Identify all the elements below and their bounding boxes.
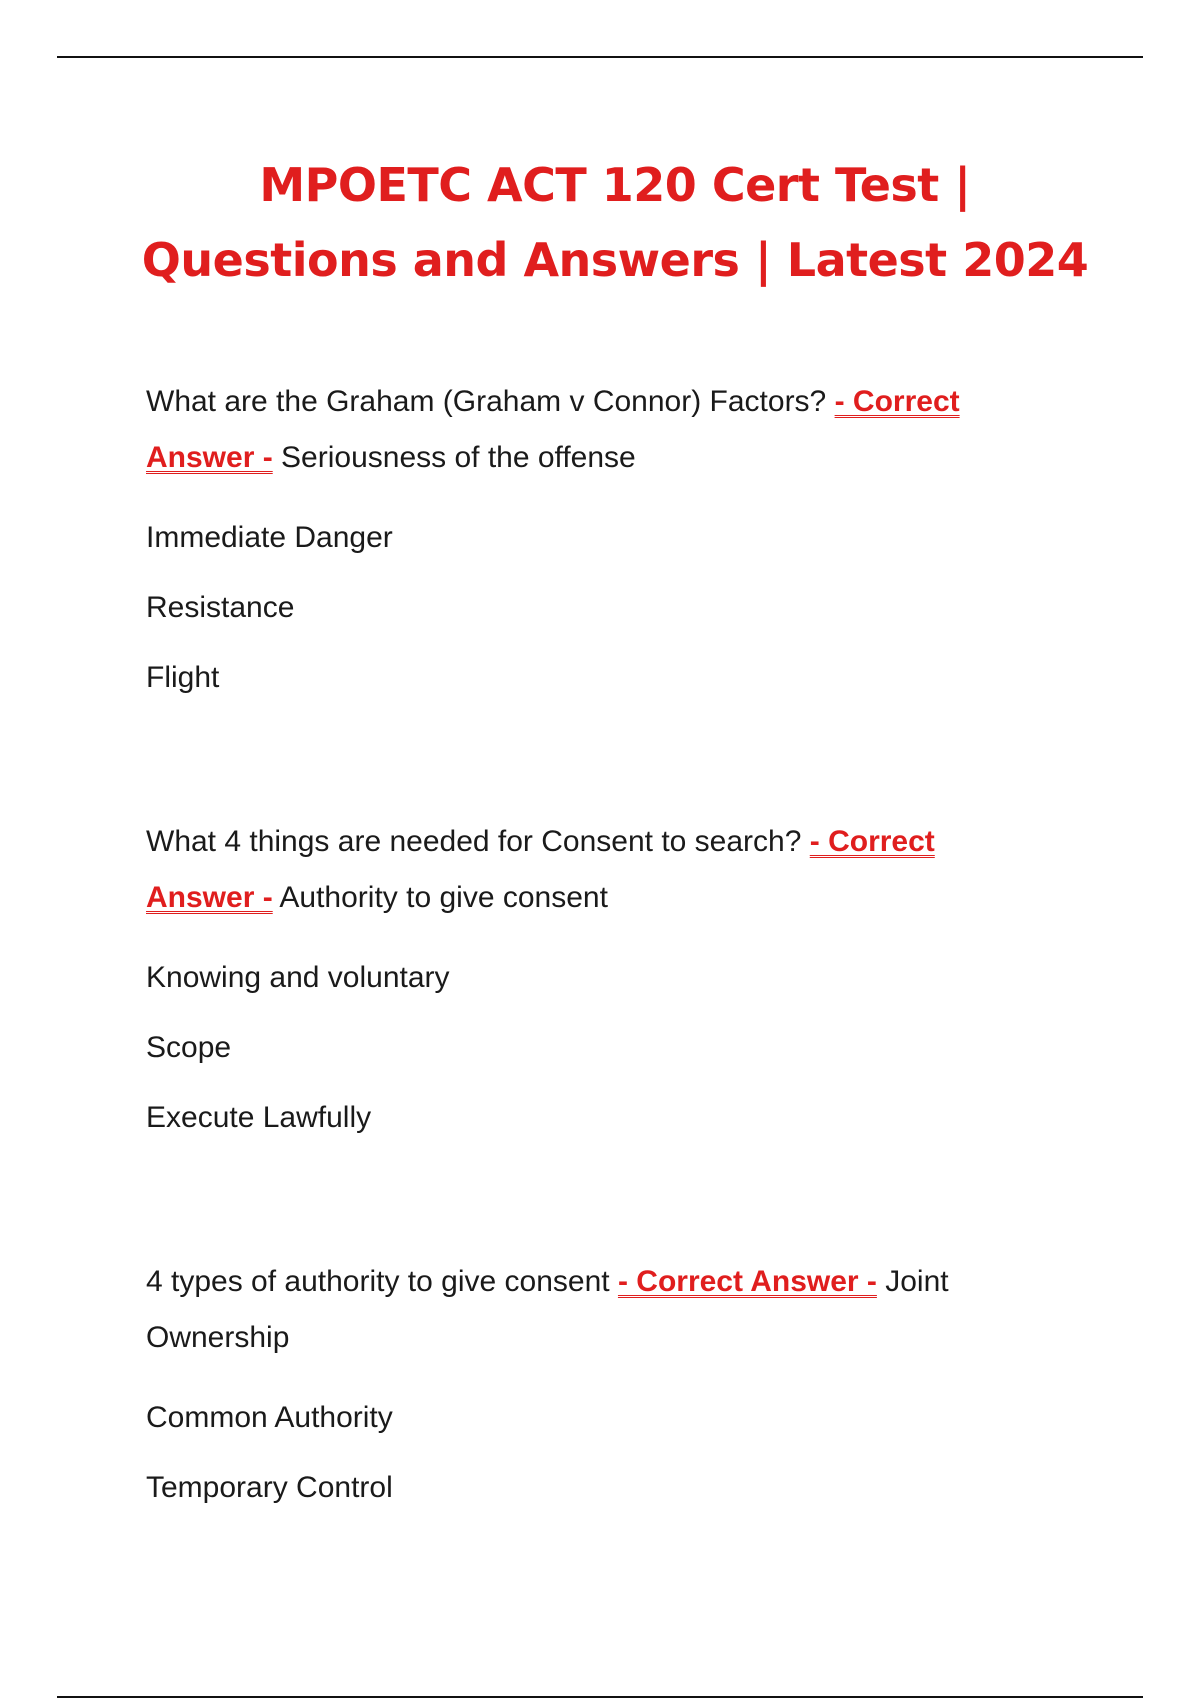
answer-item: Temporary Control <box>146 1471 393 1504</box>
bottom-rule <box>57 1696 1143 1698</box>
qa-block <box>146 374 1046 696</box>
top-rule <box>57 56 1143 58</box>
question-line <box>146 814 1046 926</box>
answer-text: Joint Ownership <box>146 1265 949 1354</box>
answer-item: Resistance <box>146 591 295 624</box>
answer-item: Immediate Danger <box>146 521 393 554</box>
question-text: 4 types of authority to give consent <box>146 1265 610 1298</box>
answer-text: Seriousness of the offense <box>281 441 636 474</box>
correct-answer-tag: - Correct Answer - <box>146 825 935 914</box>
document-title: MPOETC ACT 120 Cert Test | Questions and Answers | Latest 2024 <box>141 158 1089 287</box>
question-text: What are the Graham (Graham v Connor) Factors? <box>146 385 827 418</box>
correct-answer-tag: - Correct Answer - <box>146 385 960 474</box>
answer-item: Common Authority <box>146 1401 393 1434</box>
answer-item: Knowing and voluntary <box>146 961 450 994</box>
question-line <box>146 1254 1046 1366</box>
qa-block <box>146 814 1046 1136</box>
question-text: What 4 things are needed for Consent to search? <box>146 825 802 858</box>
qa-block <box>146 1254 1046 1506</box>
answer-item: Scope <box>146 1031 232 1064</box>
answer-item: Execute Lawfully <box>146 1101 372 1134</box>
answer-text: Authority to give consent <box>279 881 608 914</box>
qa-list <box>146 374 1046 1624</box>
question-line <box>146 374 1046 486</box>
answer-item: Flight <box>146 661 220 694</box>
correct-answer-tag: - Correct Answer - <box>617 1265 877 1298</box>
